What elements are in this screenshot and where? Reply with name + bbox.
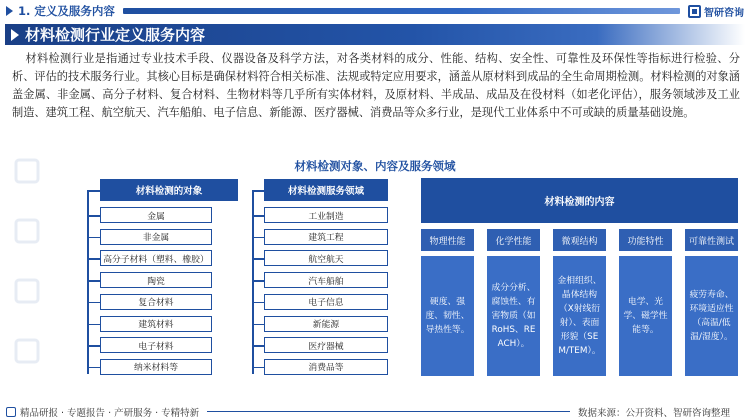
field-connector [252, 215, 264, 217]
object-connector [87, 280, 100, 282]
title-bullet-icon [11, 29, 19, 41]
content-header: 材料检测的内容 [421, 178, 738, 223]
content-category: 功能特性 [619, 229, 672, 251]
fields-connector-top [252, 190, 264, 192]
object-connector [87, 324, 100, 326]
field-connector [252, 367, 264, 369]
footer-brand [6, 405, 199, 419]
fields-header: 材料检测服务领域 [264, 179, 388, 201]
field-item: 汽车船舶 [264, 272, 388, 288]
section-divider [123, 8, 680, 14]
footer-logo-icon [6, 407, 16, 417]
objects-header: 材料检测的对象 [100, 179, 238, 201]
content-category: 可靠性测试 [685, 229, 738, 251]
object-item: 复合材料 [100, 294, 212, 310]
definition-paragraph: 材料检测行业是指通过专业技术手段、仪器设备及科学方法，对各类材料的成分、性能、结构、安全性、可靠性及环保性等指标进行检验、分析、评估的技术服务行业。其核心目标是确保材料符合相关标准、法规或特定应用要求，涵盖从原材料到成品的全生命周期检测。材料检测的对象涵盖金属、非金属、高分子材料、复合材料、生物材料等几乎所有实体材料，及原材料、半成品、成品及在役材料（如老化评估），服务领域涉及工业制造、建筑工程、航空航天、汽车船舶、电子信息、新能源、医疗器械、消费品等众多行业，是现代工业体系中不可或缺的质量基础设施。 [12, 52, 740, 119]
object-connector [87, 237, 100, 239]
object-connector [87, 367, 100, 369]
object-item: 高分子材料（塑料、橡胶） [100, 250, 212, 266]
field-connector [252, 280, 264, 282]
section-header [0, 0, 750, 22]
object-item: 金属 [100, 207, 212, 223]
brand-logo-icon [688, 5, 701, 18]
object-item: 建筑材料 [100, 316, 212, 332]
content-category: 化学性能 [487, 229, 540, 251]
content-category-description: 成分分析、腐蚀性、有害物质（如RoHS、REACH）。 [487, 256, 540, 376]
field-item: 消费品等 [264, 359, 388, 375]
content-category: 微观结构 [553, 229, 606, 251]
footer-source: 数据来源：公开资料、智研咨询整理 [577, 407, 730, 419]
object-item: 电子材料 [100, 337, 212, 353]
object-connector [87, 215, 100, 217]
content-category-description: 疲劳寿命、环境适应性（高温/低温/湿度）。 [685, 256, 738, 376]
object-item: 陶瓷 [100, 272, 212, 288]
field-connector [252, 345, 264, 347]
footer-divider [207, 411, 570, 412]
field-connector [252, 237, 264, 239]
field-item: 新能源 [264, 316, 388, 332]
objects-connector-top [87, 190, 100, 192]
content-category-description: 电学、光学、磁学性能等。 [619, 256, 672, 376]
object-connector [87, 302, 100, 304]
brand-name: 智研咨询 [704, 7, 744, 19]
figure-title: 材料检测对象、内容及服务领域 [294, 159, 456, 173]
section-triangle-icon [6, 6, 13, 16]
field-connector [252, 302, 264, 304]
content-category: 物理性能 [421, 229, 474, 251]
section-title: 1. 定义及服务内容 [18, 4, 115, 18]
field-item: 航空航天 [264, 250, 388, 266]
object-item: 纳米材料等 [100, 359, 212, 375]
field-connector [252, 258, 264, 260]
content-category-description: 硬度、强度、韧性、导热性等。 [421, 256, 474, 376]
object-connector [87, 345, 100, 347]
field-item: 建筑工程 [264, 229, 388, 245]
field-item: 电子信息 [264, 294, 388, 310]
page-title: 材料检测行业定义服务内容 [25, 26, 206, 44]
footer-tagline: 精品研报 · 专题报告 · 产研服务 · 专精特新 [20, 407, 200, 419]
field-connector [252, 324, 264, 326]
object-connector [87, 258, 100, 260]
diagram [0, 174, 750, 400]
object-item: 非金属 [100, 229, 212, 245]
brand [688, 4, 744, 19]
field-item: 医疗器械 [264, 337, 388, 353]
footer [0, 404, 750, 419]
content-category-description: 金相组织、晶体结构（X射线衍射）、表面形貌（SEM/TEM）。 [553, 256, 606, 376]
title-bar [5, 24, 745, 45]
field-item: 工业制造 [264, 207, 388, 223]
